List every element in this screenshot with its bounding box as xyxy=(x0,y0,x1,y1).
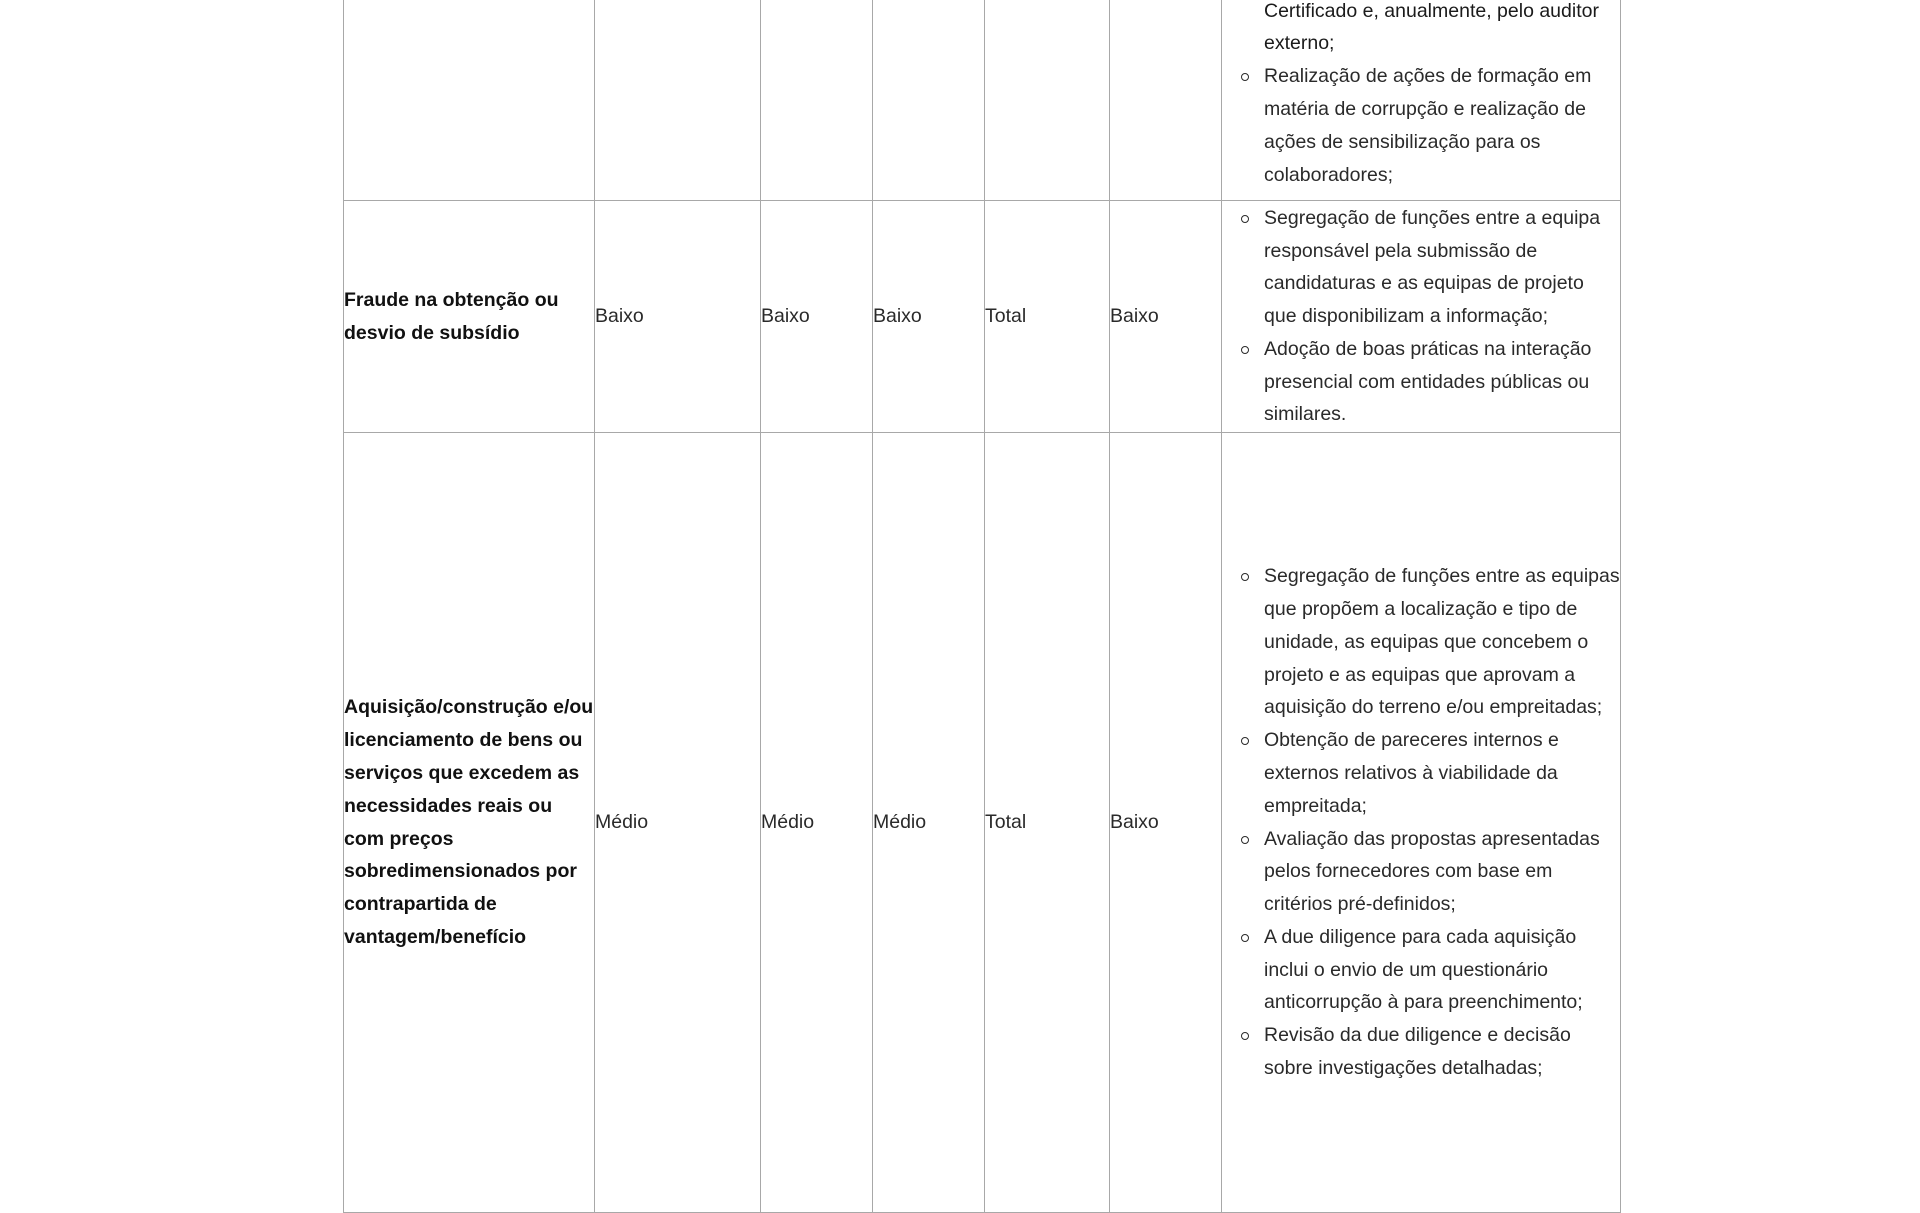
level-cell xyxy=(761,0,873,201)
level-cell: Médio xyxy=(873,433,985,1213)
list-item: A due diligence para cada aquisição inclui o envio de um questionário anticorrupção à para preenchimento; xyxy=(1236,921,1620,1019)
level-cell xyxy=(873,0,985,201)
level-cell: Baixo xyxy=(595,201,761,433)
risk-cell xyxy=(344,0,595,201)
measures-list xyxy=(1222,560,1620,1085)
level-cell: Baixo xyxy=(1110,201,1222,433)
level-cell: Médio xyxy=(595,433,761,1213)
list-item: Obtenção de pareceres internos e externos relativos à viabilidade da empreitada; xyxy=(1236,724,1620,822)
level-cell: Médio xyxy=(761,433,873,1213)
risk-assessment-table xyxy=(343,0,1621,1213)
measures-list xyxy=(1222,60,1620,191)
level-cell xyxy=(985,0,1110,201)
list-item: Adoção de boas práticas na interação presencial com entidades públicas ou similares. xyxy=(1236,333,1620,431)
list-item: Segregação de funções entre a equipa responsável pela submissão de candidaturas e as equipas de projeto que disponibilizam a informação; xyxy=(1236,202,1620,333)
level-cell xyxy=(595,0,761,201)
measures-cell xyxy=(1222,0,1621,201)
level-cell: Baixo xyxy=(761,201,873,433)
level-cell: Total xyxy=(985,201,1110,433)
list-item: Revisão da due diligence e decisão sobre investigações detalhadas; xyxy=(1236,1019,1620,1085)
table-row xyxy=(344,201,1621,433)
measures-list xyxy=(1222,202,1620,432)
table-row xyxy=(344,433,1621,1213)
measures-cell xyxy=(1222,201,1621,433)
risk-cell: Fraude na obtenção ou desvio de subsídio xyxy=(344,201,595,433)
measures-cell xyxy=(1222,433,1621,1213)
table-row xyxy=(344,0,1621,201)
level-cell: Baixo xyxy=(1110,433,1222,1213)
level-cell: Baixo xyxy=(873,201,985,433)
list-item: Segregação de funções entre as equipas que propõem a localização e tipo de unidade, as equipas que concebem o projeto e as equipas que aprovam a aquisição do terreno e/ou empreitadas; xyxy=(1236,560,1620,724)
risk-cell: Aquisição/construção e/ou licenciamento de bens ou serviços que excedem as necessidades reais ou com preços sobredimensionados por contrapartida de vantagem/benefício xyxy=(344,433,595,1213)
list-item: Realização de ações de formação em matéria de corrupção e realização de ações de sensibilização para os colaboradores; xyxy=(1236,60,1620,191)
level-cell xyxy=(1110,0,1222,201)
measure-continuation-text: Certificado e, anualmente, pelo auditor externo; xyxy=(1264,0,1599,55)
list-item: Avaliação das propostas apresentadas pelos fornecedores com base em critérios pré-definidos; xyxy=(1236,823,1620,921)
level-cell: Total xyxy=(985,433,1110,1213)
